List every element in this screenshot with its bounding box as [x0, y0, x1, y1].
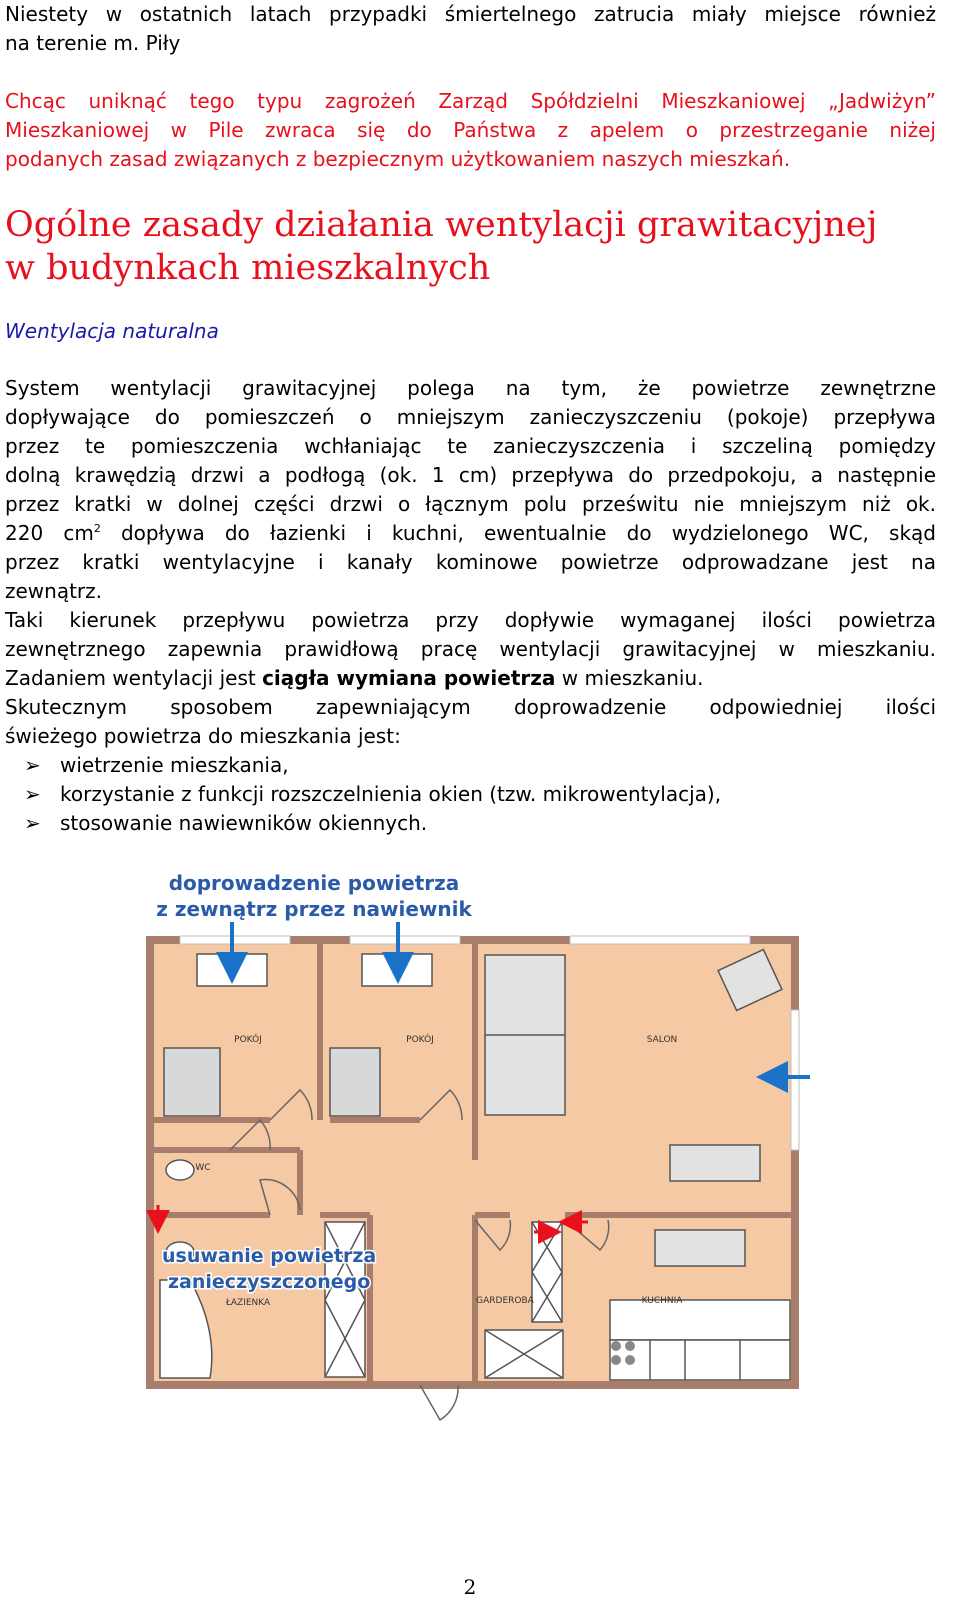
- body-line: dolną krawędzią drzwi a podłogą (ok. 1 cm) przepływa do przedpokoju, a następnie: [5, 463, 936, 487]
- room-label-garderoba: GARDEROBA: [476, 1296, 534, 1306]
- toilet-icon: [166, 1160, 194, 1180]
- room-label-pokoj-1: POKÓJ: [234, 1035, 262, 1045]
- list-item-text: korzystanie z funkcji rozszczelnienia okien (tzw. mikrowentylacja),: [60, 782, 722, 806]
- kitchen-table: [655, 1230, 745, 1266]
- appeal-line-3: podanych zasad związanych z bezpiecznym użytkowaniem naszych mieszkań.: [5, 147, 791, 171]
- list-item-text: wietrzenie mieszkania,: [60, 753, 289, 777]
- arrowhead-bullet-icon: ➢: [24, 753, 41, 777]
- body-line: Skutecznym sposobem zapewniającym doprowadzenie odpowiedniej ilości: [5, 695, 936, 719]
- arrowhead-bullet-icon: ➢: [24, 782, 41, 806]
- appeal-line-1: Chcąc uniknąć tego typu zagrożeń Zarząd Spółdzielni Mieszkaniowej „Jadwiżyn”: [5, 89, 936, 113]
- supply-caption-line-2: z zewnątrz przez nawiewnik: [156, 897, 472, 921]
- kitchen-counters: [610, 1300, 790, 1380]
- room-label-kuchnia: KUCHNIA: [641, 1296, 683, 1306]
- subheading: Wentylacja naturalna: [5, 319, 219, 343]
- body-text: w mieszkaniu.: [555, 666, 704, 690]
- body-line: [5, 664, 936, 693]
- superscript: 2: [93, 522, 101, 535]
- body-line: Taki kierunek przepływu powietrza przy dopływie wymaganej ilości powietrza: [5, 608, 936, 632]
- body-text: Zadaniem wentylacji jest: [5, 666, 263, 690]
- body-line: świeżego powietrza do mieszkania jest:: [5, 724, 401, 748]
- body-line: System wentylacji grawitacyjnej polega na tym, że powietrze zewnętrzne: [5, 376, 936, 400]
- body-line-rest: dopływa do łazienki i kuchni, ewentualnie do wydzielonego WC, skąd: [100, 521, 936, 545]
- exhaust-caption-line-2: zanieczyszczonego: [168, 1271, 371, 1293]
- room-label-salon: SALON: [646, 1035, 678, 1045]
- list-item-text: stosowanie nawiewników okiennych.: [60, 811, 428, 835]
- supply-caption-line-1: doprowadzenie powietrza: [168, 871, 460, 895]
- room-label-pokoj-2: POKÓJ: [406, 1035, 434, 1045]
- body-line: przez kratki wentylacyjne i kanały kominowe powietrze odprowadzane jest na: [5, 550, 936, 574]
- body-line: zewnętrznego zapewnia prawidłową pracę wentylacji grawitacyjnej w mieszkaniu.: [5, 637, 936, 661]
- body-line: dopływające do pomieszczeń o mniejszym zanieczyszczeniu (pokoje) przepływa: [5, 405, 936, 429]
- room-label-wc: WC: [195, 1163, 211, 1173]
- body-line: [5, 519, 936, 548]
- area-value: 220 cm: [5, 521, 94, 545]
- room-label-lazienka: ŁAZIENKA: [225, 1298, 271, 1308]
- sofa: [485, 955, 565, 1115]
- body-line: przez te pomieszczenia wchłaniając te zanieczyszczenia i szczeliną pomiędzy: [5, 434, 936, 458]
- section-heading-line-1: Ogólne zasady działania wentylacji grawitacyjnej: [5, 205, 878, 245]
- intro-line-1: Niestety w ostatnich latach przypadki śmiertelnego zatrucia miały miejsce również: [5, 2, 936, 26]
- body-line: zewnątrz.: [5, 579, 103, 603]
- body-line: przez kratki w dolnej części drzwi o łącznym polu prześwitu nie mniejszym niż ok.: [5, 492, 936, 516]
- intro-line-2: na terenie m. Piły: [5, 31, 181, 55]
- arrowhead-bullet-icon: ➢: [24, 811, 41, 835]
- floor-plan-diagram: [140, 860, 810, 1430]
- page-number: 2: [463, 1575, 477, 1599]
- exhaust-caption-line-1: usuwanie powietrza: [162, 1245, 377, 1267]
- appeal-line-2: Mieszkaniowej w Pile zwraca się do Państwa z apelem o przestrzeganie niżej: [5, 118, 936, 142]
- emphasis: ciągła wymiana powietrza: [262, 666, 556, 690]
- dining-table: [670, 1145, 760, 1181]
- section-heading-line-2: w budynkach mieszkalnych: [5, 248, 491, 288]
